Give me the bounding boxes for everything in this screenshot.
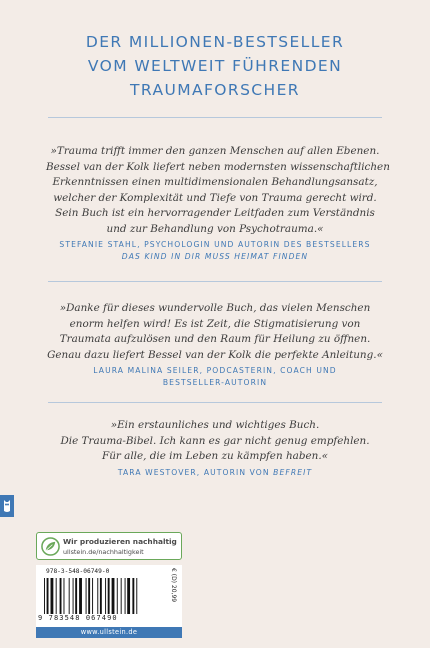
attribution-line: TARA WESTOVER, AUTORIN VON (117, 468, 274, 477)
quote-stahl (46, 144, 390, 238)
sticker-url: ullstein.de/nachhaltigkeit (63, 548, 144, 556)
attribution-line: STEFANIE STAHL, PSYCHOLOGIN UND AUTORIN DES BESTSELLERS (59, 240, 371, 249)
divider (48, 402, 382, 403)
quote-line: und zur Behandlung von Psychotrauma.« (106, 222, 324, 235)
barcode (44, 578, 166, 614)
owl-icon (2, 498, 12, 514)
publisher-url: www.ullstein.de (36, 627, 182, 638)
quote-line: Bessel van der Kolk liefert neben modernsten wissenschaftlichen (46, 160, 390, 173)
headline-line: DER MILLIONEN-BESTSELLER (85, 33, 345, 51)
sticker-title: Wir produzieren nachhaltig (63, 537, 177, 546)
attribution-book-title: BEFREIT (273, 468, 313, 477)
divider (48, 281, 382, 282)
price-label: € (D) 20,99 (170, 568, 177, 603)
back-cover-headline (0, 30, 430, 102)
quote-line: Die Trauma-Bibel. Ich kann es gar nicht genug empfehlen. (60, 434, 370, 447)
attribution-line: LAURA MALINA SEILER, PODCASTERIN, COACH UND (93, 366, 337, 375)
attribution-seiler (46, 365, 384, 389)
quote-line: enorm helfen wird! Es ist Zeit, die Stigmatisierung von (69, 317, 361, 330)
headline-line: VOM WELTWEIT FÜHRENDEN (87, 57, 343, 75)
leaf-circle-icon (41, 537, 60, 556)
quote-line: Traumata aufzulösen und den Raum für Heilung zu öffnen. (59, 333, 371, 346)
attribution-line: BESTSELLER-AUTORIN (162, 378, 268, 387)
divider (48, 117, 382, 118)
quote-line: Sein Buch ist ein hervorragender Leitfaden zum Verständnis (55, 207, 375, 220)
quote-seiler (46, 301, 384, 363)
quote-line: Genau dazu liefert Bessel van der Kolk die perfekte Anleitung.« (47, 348, 383, 361)
isbn-text: 978-3-548-06749-0 (46, 568, 110, 575)
headline-line: TRAUMAFORSCHER (130, 81, 300, 99)
quote-line: Für alle, die im Leben zu kämpfen haben.« (101, 450, 328, 463)
quote-line: »Ein erstaunliches und wichtiges Buch. (110, 419, 320, 431)
quote-line: welcher der Komplexität und Tiefe von Trauma gerecht wird. (53, 191, 377, 204)
quote-line: »Trauma trifft immer den ganzen Menschen auf allen Ebenen. (50, 145, 380, 157)
quote-westover (46, 418, 384, 465)
attribution-stahl (46, 239, 384, 263)
barcode-digits: 9 783548 067490 (38, 614, 118, 622)
attribution-book-title: DAS KIND IN DIR MUSS HEIMAT FINDEN (121, 252, 309, 261)
attribution-westover (46, 467, 384, 479)
publisher-spine-mark (0, 495, 14, 517)
sustainability-badge (36, 532, 182, 560)
quote-line: »Danke für dieses wundervolle Buch, das vielen Menschen (59, 302, 371, 314)
quote-line: Erkenntnissen einen multidimensionalen Behandlungsansatz, (52, 176, 378, 189)
